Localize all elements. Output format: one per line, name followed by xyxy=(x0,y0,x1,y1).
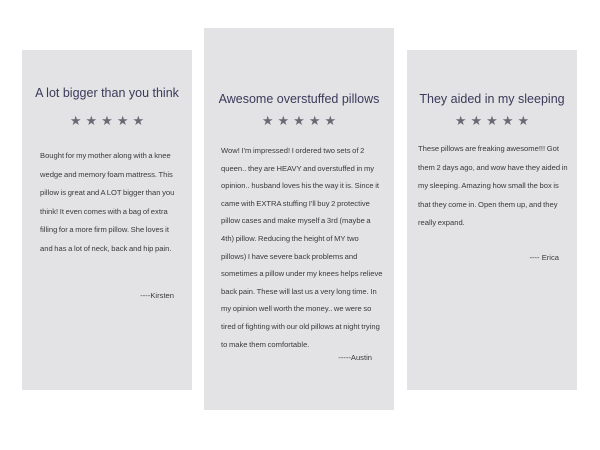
review-author: -----Austin xyxy=(338,353,372,362)
star-rating-icon: ★★★★★ xyxy=(69,114,149,129)
review-title: A lot bigger than you think xyxy=(35,86,179,100)
review-author: ----Kirsten xyxy=(140,291,174,300)
review-title: They aided in my sleeping xyxy=(419,92,565,106)
review-card xyxy=(22,50,192,390)
star-rating-icon: ★★★★★ xyxy=(454,114,534,129)
review-text: These pillows are freaking awesome!!! Got them 2 days ago, and wow have they aided in my sleeping. Amazing how small the box is that they come in. Open them up, and they really expand. xyxy=(418,144,568,227)
star-rating-icon: ★★★★★ xyxy=(261,114,341,129)
review-text: Bought for my mother along with a knee wedge and memory foam mattress. This pillow is great and A LOT bigger than you think! It even comes with a bag of extra filling for a more firm pillow. She loves it and has a lot of neck, back and hip pain. xyxy=(40,151,175,253)
review-author: ---- Erica xyxy=(529,253,559,262)
review-text: Wow! I'm impressed! I ordered two sets of 2 queen.. they are HEAVY and overstuffed in my opinion.. husband loves his the way it is. Since it came with EXTRA stuffing I'll buy 2 protective pillow cases and make myself a 3rd (maybe a 4th) pillow. Reducing the height of MY two pillows) I have severe back problems and sometimes a pillow under my knees helps relieve back pain. These will last us a very long time. In my opinion well worth the money.. we were so tired of fighting with our old pillows at night trying to make them comfortable. xyxy=(221,146,383,349)
review-card xyxy=(407,50,577,390)
review-title: Awesome overstuffed pillows xyxy=(218,92,380,106)
review-card xyxy=(204,28,394,410)
